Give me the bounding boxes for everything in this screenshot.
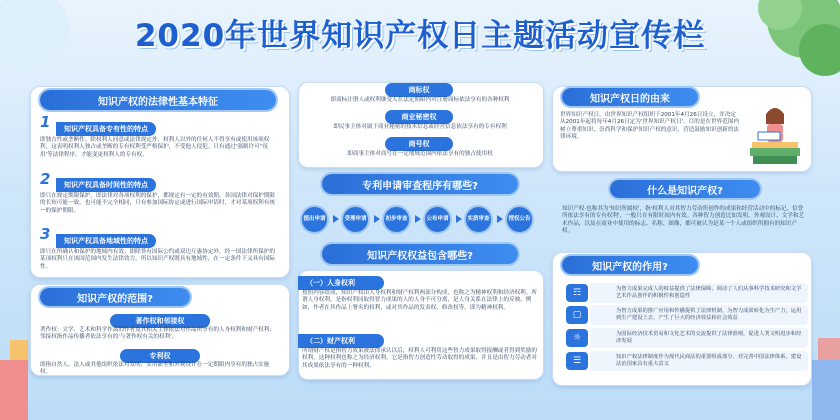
process-header-label: 专利申请审查程序有哪些? xyxy=(362,180,478,192)
role-header-label: 知识产权的作用? xyxy=(592,261,668,273)
step-publish: 公布申请 xyxy=(423,205,452,234)
trademark-label: 商标权 xyxy=(385,83,453,97)
step-accept: 受理申请 xyxy=(341,205,370,234)
book-icon: ☶ xyxy=(566,284,588,302)
trade-secret-label: 商业秘密权 xyxy=(385,110,453,124)
document-icon: ☰ xyxy=(566,352,588,370)
benefits-header xyxy=(322,244,518,264)
scope-patent-label: 专利权 xyxy=(120,349,200,363)
what-is-header xyxy=(610,180,760,198)
trade-name-text: 即商事主体对商号在一定地域范围内依法享有的独占使用权 xyxy=(347,151,493,157)
property-rights-label: （二）财产权利 xyxy=(298,334,384,348)
feature-number-1: 1 xyxy=(40,113,51,131)
legal-features-header-label: 知识产权的法律性基本特征 xyxy=(98,96,218,108)
tablet-icon: ▢ xyxy=(566,306,588,324)
page-title: 2020年世界知识产权日主题活动宣传栏 xyxy=(134,18,706,54)
step-substantive: 实质审查 xyxy=(464,205,493,234)
scope-header xyxy=(40,288,190,306)
role-item-1: 为智力成果完成人的权益提供了法律保障，调动了人们从事科学技术研究和文学艺术作品创作的积极性和创造性 xyxy=(590,283,808,303)
scope-header-label: 知识产权的范围? xyxy=(77,293,153,305)
what-is-text: 知识产权·也称其为'知识所属权'，指'权利人对其智力劳动所创作的成果和经营活动中的标记、信誉所依法享有的专有权利'，一般只在有限时间内有效。各种智力创造比如发明、外观设计、文学和艺术作品，以及在商业中使用的标志、名称、图像，都可被认为是某一个人或组织所拥有的知识产权。 xyxy=(562,206,805,235)
scope-copyright-text: 著作权：文学、艺术和科学作品的作者及其相关主体依法对作品所享有的人身权利和财产权利；邻接权指作品传播者依法享有的'与著作权有关的权利'。 xyxy=(40,327,275,341)
trademark-text: 即商标注册人或权利继受人在法定期限内对注册商标依法享有的各种权利 xyxy=(330,97,510,103)
role-item-3: 为国际经济技术贸易和文化艺术的交流提供了法律准则，促进人类文明进步和经济发展 xyxy=(590,328,808,348)
benefits-header-label: 知识产权权益包含哪些? xyxy=(367,250,473,262)
origin-header-label: 知识产权日的由来 xyxy=(590,93,670,105)
step-arrow-1 xyxy=(333,215,339,223)
personal-rights-text: 按照内容组成，知识产权由人身权利和财产权利两部分构成，也称之为精神权利和经济权利。所谓人身权利，是指权利同取得智力成果的人的人身不可分离，是人身关系在法律上的反映。例如，作者在其作品上署名的权利，或对其作品的发表权、修改权等，即为精神权利。 xyxy=(302,290,537,311)
step-arrow-2 xyxy=(374,215,380,223)
feature-text-1: 即独占性或垄断性；除权利人同意或法律规定外，权利人以外的任何人不得享有或使用该项权利，这表明权利人独占或垄断的专有权利受严格保护，不受他人侵犯。只有通过'强制许可''征用'等法律程序，才能变更权利人的专有权。 xyxy=(40,137,270,158)
feature-number-2: 2 xyxy=(40,170,51,188)
feature-subtitle-1: 知识产权具备专有性的特点 xyxy=(56,122,156,136)
step-arrow-4 xyxy=(456,215,462,223)
trade-name-label: 商号权 xyxy=(385,137,453,151)
step-arrow-5 xyxy=(497,215,503,223)
process-header xyxy=(322,174,518,194)
step-grant: 授权公告 xyxy=(505,205,534,234)
role-item-2: 为智力成果的推广应用和传播提供了法律机制，为智力成果转化为生产力，运用到生产建设上去，产生了巨大的经济效益和社会效益 xyxy=(590,305,808,325)
scope-copyright-label: 著作权和邻接权 xyxy=(110,314,210,328)
scope-patent-text: 即指自然人、法人或其他组织依法对发明、实用新型和外观设计在一定期限内享有的独占实施权。 xyxy=(40,362,270,376)
bulb-icon: ☼ xyxy=(566,329,588,347)
personal-rights-label: （一）人身权利 xyxy=(298,276,384,290)
step-arrow-3 xyxy=(415,215,421,223)
feature-text-3: 即只在所确认和保护的地域内有效；即除签有国际公约或双边互惠协定外，经一国法律所保护的某项权利只在该国范围内发生法律效力，所以知识产权既具有地域性，在一定条件下又具有国际性。 xyxy=(40,249,275,270)
feature-number-3: 3 xyxy=(40,225,51,243)
feature-subtitle-3: 知识产权具备地域性的特点 xyxy=(56,234,156,248)
role-item-4: 知识产权法律制度作为现代民商法的重要组成部分，对完善中国法律体系，建设法治国家具有重大意义 xyxy=(590,351,808,371)
role-header xyxy=(562,256,698,274)
feature-subtitle-2: 知识产权具备时间性的特点 xyxy=(56,178,156,192)
legal-features-header xyxy=(40,90,276,110)
origin-text: 世界知识产权日，由世界知识产权组织于2001年4月26日设立，并决定从2001年起将每年4月26日定为'世界知识产权日'。目的是在世界范围内树立尊重知识、崇尚科学和保护知识产权的意识，营造鼓励知识创新的法律环境。 xyxy=(560,112,740,141)
what-is-header-label: 什么是知识产权? xyxy=(647,185,723,197)
origin-header xyxy=(562,88,698,106)
trade-secret-text: 即民事主体对属于商业秘密的技术信息或经营信息依法享有的专有权利 xyxy=(333,124,507,130)
reading-girl-illustration xyxy=(744,104,806,168)
step-preliminary: 初步审查 xyxy=(382,205,411,234)
feature-text-2: 即只在规定期限保护。即法律对各项权利的保护，都规定有一定的有效期，各国法律对保护期限的长短可能一致，也可能不完全相同，只有参加国际协定或进行国际申请时，才对某项权利有统一的保护期限。 xyxy=(40,193,275,214)
property-rights-text: 所谓财产权是指智力成果被法律承认以后，权利人可利用这些智力成果取得报酬或者得到奖励的权利，这种权利也称之为经济权利。它是指智力创造性劳动取得的成果，并且是由智力劳动者对其成果依法享有的一种权利。 xyxy=(302,348,537,369)
step-submit: 提出申请 xyxy=(300,205,329,234)
